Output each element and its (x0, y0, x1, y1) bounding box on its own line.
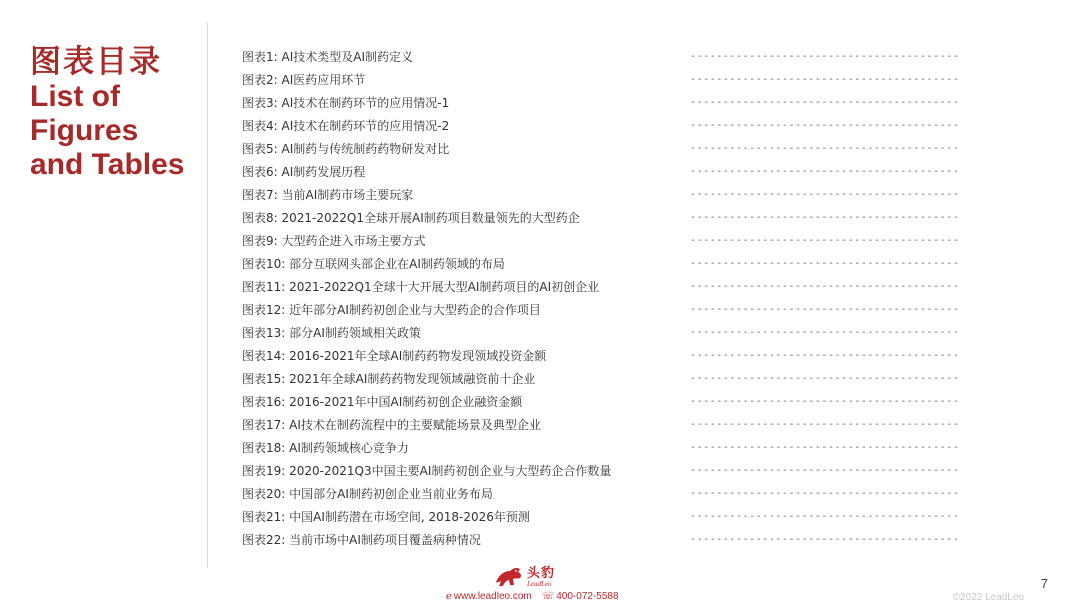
title-chinese: 图表目录 (30, 44, 162, 80)
toc-leader-dashes: ----------------------------------------- (690, 442, 960, 453)
toc-leader-dashes: ----------------------------------------- (690, 511, 960, 522)
website-link[interactable]: www.leadleo.com (453, 591, 532, 602)
toc-entry-label: 图表20: 中国部分AI制药初创企业当前业务布局 (242, 487, 493, 501)
toc-leader-dashes: ----------------------------------------- (690, 396, 960, 407)
toc-entry-label: 图表11: 2021-2022Q1全球十大开展大型AI制药项目的AI初创企业 (242, 280, 600, 294)
toc-entry[interactable] (242, 46, 960, 69)
toc-entry[interactable] (242, 184, 960, 207)
toc-entry-label: 图表7: 当前AI制药市场主要玩家 (242, 188, 414, 202)
contact-info (446, 591, 619, 602)
logo-chinese-text: 头豹 (527, 565, 556, 581)
toc-entry-label: 图表6: AI制药发展历程 (242, 165, 366, 179)
title-english-line-3: and Tables (30, 148, 185, 181)
toc-entry[interactable] (242, 391, 960, 414)
toc-entry[interactable] (242, 276, 960, 299)
toc-leader-dashes: ----------------------------------------- (690, 258, 960, 269)
toc-leader-dashes: ----------------------------------------- (690, 419, 960, 430)
toc-entry-label: 图表19: 2020-2021Q3中国主要AI制药初创企业与大型药企合作数量 (242, 464, 612, 478)
logo-english-text: LeadLeo (527, 579, 552, 588)
toc-leader-dashes: ----------------------------------------- (690, 534, 960, 545)
toc-entry-label: 图表8: 2021-2022Q1全球开展AI制药项目数量领先的大型药企 (242, 211, 580, 225)
toc-entry-label: 图表3: AI技术在制药环节的应用情况-1 (242, 96, 450, 110)
toc-entry-label: 图表14: 2016-2021年全球AI制药药物发现领域投资金额 (242, 349, 547, 363)
toc-entry[interactable] (242, 161, 960, 184)
toc-entry-label: 图表5: AI制药与传统制药药物研发对比 (242, 142, 450, 156)
toc-leader-dashes: ----------------------------------------- (690, 304, 960, 315)
toc-entry[interactable] (242, 207, 960, 230)
toc-entry[interactable] (242, 506, 960, 529)
toc-leader-dashes: ----------------------------------------- (690, 97, 960, 108)
toc-entry[interactable] (242, 322, 960, 345)
toc-leader-dashes: ----------------------------------------- (690, 350, 960, 361)
toc-leader-dashes: ----------------------------------------- (690, 51, 960, 62)
toc-entry[interactable] (242, 483, 960, 506)
toc-entry-label: 图表13: 部分AI制药领域相关政策 (242, 326, 421, 340)
title-english-line-2: Figures (30, 114, 139, 147)
toc-entry[interactable] (242, 253, 960, 276)
toc-entry[interactable] (242, 230, 960, 253)
toc-leader-dashes: ----------------------------------------- (690, 373, 960, 384)
toc-leader-dashes: ----------------------------------------- (690, 74, 960, 85)
toc-entry[interactable] (242, 115, 960, 138)
toc-entry-label: 图表15: 2021年全球AI制药药物发现领域融资前十企业 (242, 372, 536, 386)
toc-entry[interactable] (242, 92, 960, 115)
toc-leader-dashes: ----------------------------------------- (690, 281, 960, 292)
toc-entry[interactable] (242, 529, 960, 552)
toc-entry[interactable] (242, 368, 960, 391)
phone-number: 400-072-5588 (556, 591, 619, 602)
toc-leader-dashes: ----------------------------------------- (690, 166, 960, 177)
copyright-notice: ©2022 LeadLeo (952, 592, 1024, 603)
toc-entry[interactable] (242, 69, 960, 92)
leadleo-logo (494, 563, 555, 591)
page-number: 7 (1040, 576, 1048, 591)
toc-leader-dashes: ----------------------------------------- (690, 189, 960, 200)
toc-entry-label: 图表9: 大型药企进入市场主要方式 (242, 234, 426, 248)
vertical-divider (207, 22, 208, 568)
toc-entry-label: 图表21: 中国AI制药潜在市场空间, 2018-2026年预测 (242, 510, 530, 524)
toc-entry[interactable] (242, 437, 960, 460)
toc-leader-dashes: ----------------------------------------- (690, 212, 960, 223)
toc-leader-dashes: ----------------------------------------- (690, 488, 960, 499)
toc-leader-dashes: ----------------------------------------- (690, 235, 960, 246)
toc-entry-label: 图表10: 部分互联网头部企业在AI制药领域的布局 (242, 257, 505, 271)
toc-leader-dashes: ----------------------------------------- (690, 143, 960, 154)
toc-leader-dashes: ----------------------------------------- (690, 465, 960, 476)
toc-entry-label: 图表1: AI技术类型及AI制药定义 (242, 50, 413, 64)
toc-entry-label: 图表4: AI技术在制药环节的应用情况-2 (242, 119, 450, 133)
toc-entry-label: 图表16: 2016-2021年中国AI制药初创企业融资金额 (242, 395, 523, 409)
toc-entry[interactable] (242, 299, 960, 322)
toc-entry-label: 图表18: AI制药领域核心竞争力 (242, 441, 409, 455)
leopard-logo-icon (494, 566, 524, 588)
title-english-line-1: List of (30, 80, 120, 113)
toc-entry[interactable] (242, 345, 960, 368)
toc-leader-dashes: ----------------------------------------- (690, 327, 960, 338)
toc-entry[interactable] (242, 414, 960, 437)
toc-entry-label: 图表12: 近年部分AI制药初创企业与大型药企的合作项目 (242, 303, 541, 317)
toc-entry-label: 图表2: AI医药应用环节 (242, 73, 366, 87)
web-icon: ℯ (446, 591, 452, 602)
toc-entry-label: 图表17: AI技术在制药流程中的主要赋能场景及典型企业 (242, 418, 541, 432)
toc-leader-dashes: ----------------------------------------- (690, 120, 960, 131)
toc-entry-label: 图表22: 当前市场中AI制药项目覆盖病种情况 (242, 533, 481, 547)
toc-entry[interactable] (242, 460, 960, 483)
page-title (30, 44, 184, 182)
table-of-contents (242, 46, 960, 552)
phone-icon: ☏ (541, 591, 555, 602)
toc-entry[interactable] (242, 138, 960, 161)
